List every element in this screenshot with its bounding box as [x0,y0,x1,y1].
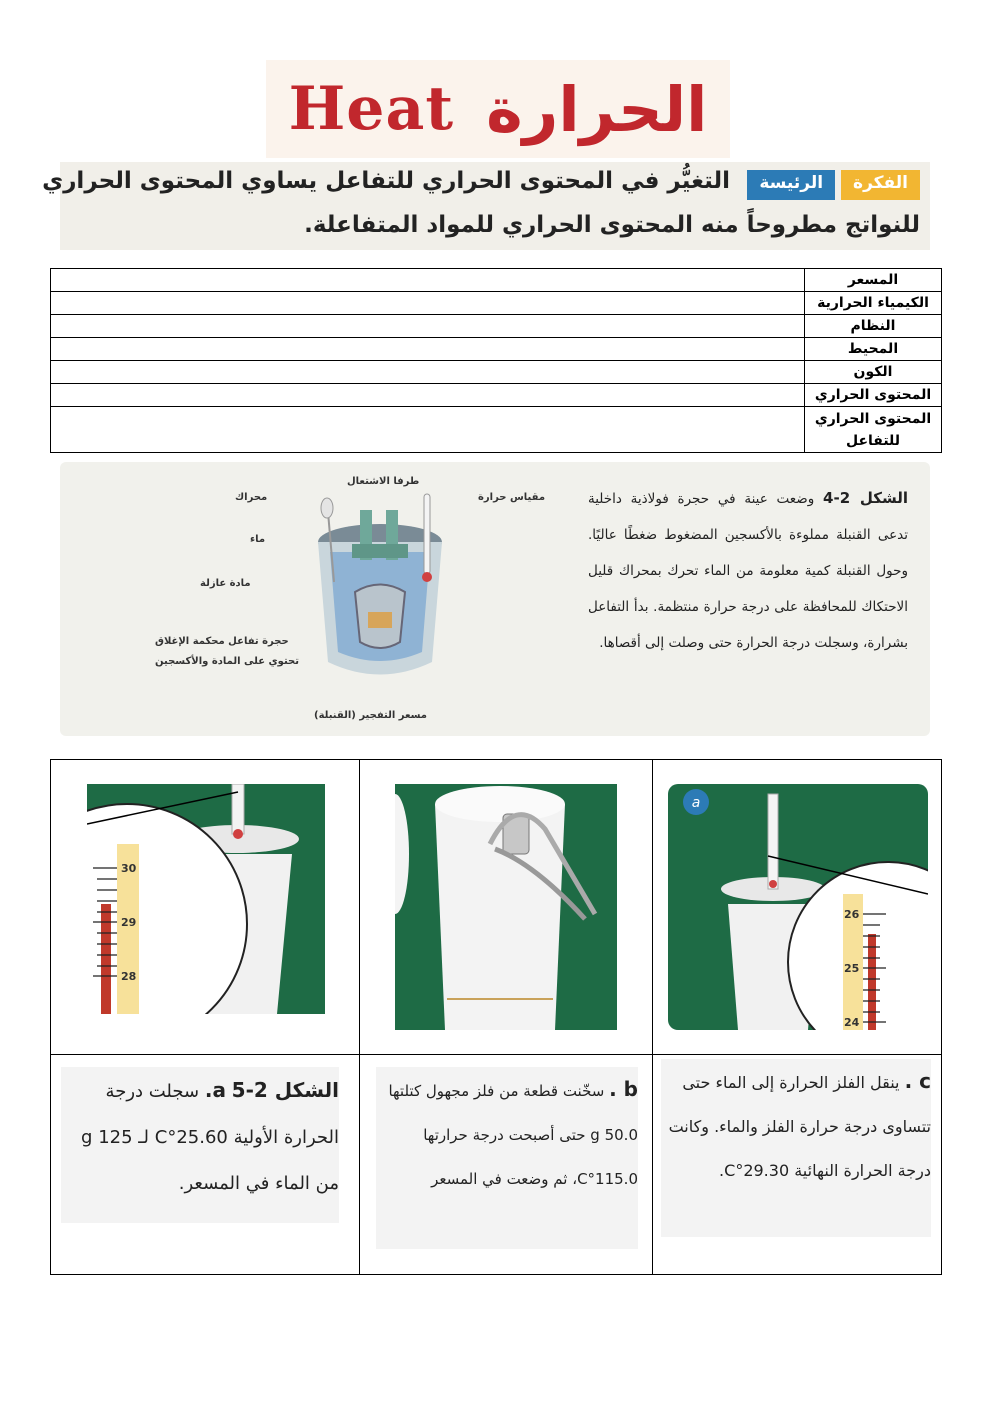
definitions-table [50,268,942,453]
main-idea-tag [747,170,920,200]
label-device: مسعر التفجير (القنبلة) [314,710,427,721]
photo-cell-metal [360,760,653,1055]
scale-label-30: 30 [121,862,137,875]
definition-answer-cell[interactable] [51,407,805,453]
label-ignition: طرفا الاشتعال [347,476,420,487]
definition-answer-cell[interactable] [51,361,805,384]
photo-final-temperature [87,784,325,1014]
definition-row [51,407,942,453]
definition-row [51,384,942,407]
caption-b [376,1067,638,1249]
caption-cell-c [653,1055,942,1275]
scale-label-24: 24 [844,1016,860,1029]
figure-2-4-number: الشكل 2-4 [823,489,908,507]
definition-term: النظام [805,315,942,338]
label-chamber-line1: حجرة تفاعل محكمة الإغلاق [155,636,289,647]
scale-label-28: 28 [121,970,137,983]
caption-cell-b [360,1055,653,1275]
definition-answer-cell[interactable] [51,384,805,407]
definition-answer-cell[interactable] [51,269,805,292]
definition-answer-cell[interactable] [51,315,805,338]
definition-term: المحتوى الحراري للتفاعل [805,407,942,453]
figure-2-4-caption [588,480,908,661]
title-arabic: الحرارة [486,72,708,146]
definition-answer-cell[interactable] [51,292,805,315]
main-idea-tag-word2: الرئيسة [747,170,835,200]
definition-row [51,269,942,292]
definition-row [51,361,942,384]
figure-2-4 [60,462,930,736]
scale-label-29: 29 [121,916,137,929]
definition-term: المحتوى الحراري [805,384,942,407]
title-english: Heat [288,74,455,144]
label-water: ماء [250,534,266,545]
caption-c-text: ينقل الفلز الحرارة إلى الماء حتى تتساوى درجة حرارة الفلز والماء. وكانت درجة الحرارة النهائية 29.30°C. [668,1073,931,1180]
caption-c-letter: c . [904,1069,931,1093]
label-stirrer: محراك [235,492,268,503]
main-idea-box [42,162,930,250]
label-insulation: مادة عازلة [200,578,251,589]
definition-row [51,292,942,315]
caption-cell-a [51,1055,360,1275]
caption-b-text: سخّنت قطعة من فلز مجهول كتلتها 50.0 g حتى أصبحت درجة حرارتها 115.0°C، ثم وضعت في المسعر [388,1082,638,1188]
definition-term: الكيمياء الحرارية [805,292,942,315]
caption-a-text: سجلت درجة الحرارة الأولية 25.60°C لـ 125 g من الماء في المسعر. [81,1081,339,1194]
photo-cell-initial [653,760,942,1055]
scale-label-26: 26 [844,908,860,921]
scale-label-25: 25 [844,962,860,975]
definition-answer-cell[interactable] [51,338,805,361]
main-idea-line2: للنواتج مطروحاً منه المحتوى الحراري للمواد المتفاعلة. [304,212,920,238]
definition-row [51,338,942,361]
caption-b-letter: b . [609,1077,638,1101]
definition-term: المسعر [805,269,942,292]
photo-initial-temperature [668,784,928,1030]
photo-metal-into-calorimeter [395,784,617,1030]
definition-row [51,315,942,338]
label-thermometer: مقياس حرارة [478,492,546,503]
experiment-table [50,759,942,1275]
photo-badge-a: a [691,795,701,811]
bomb-calorimeter-diagram [300,482,460,692]
caption-a-letter: a. [204,1078,226,1102]
photo-cell-final [51,760,360,1055]
title-banner [266,60,730,158]
label-chamber-line2: تحتوي على المادة والأكسجين [155,656,299,667]
caption-c [661,1059,931,1237]
caption-a-figure: الشكل 2-5 [231,1078,339,1102]
caption-a [61,1067,339,1223]
definition-term: المحيط [805,338,942,361]
main-idea-tag-word1: الفكرة [841,170,920,200]
definition-term: الكون [805,361,942,384]
main-idea-line1: التغيُّر في المحتوى الحراري للتفاعل يساوي المحتوى الحراري [42,168,730,194]
figure-2-4-text: وضعت عينة في حجرة فولاذية داخلية تدعى القنبلة مملوءة بالأكسجين المضغوط ضغطًا عاليًا. وحول القنبلة كمية معلومة من الماء تحرك بمحراك قليل الاحتكاك للمحافظة على درجة حرارة منتظمة. بدأ التفاعل بشرارة، وسجلت درجة الحرارة حتى وصلت إلى أقصاها. [588,491,908,651]
